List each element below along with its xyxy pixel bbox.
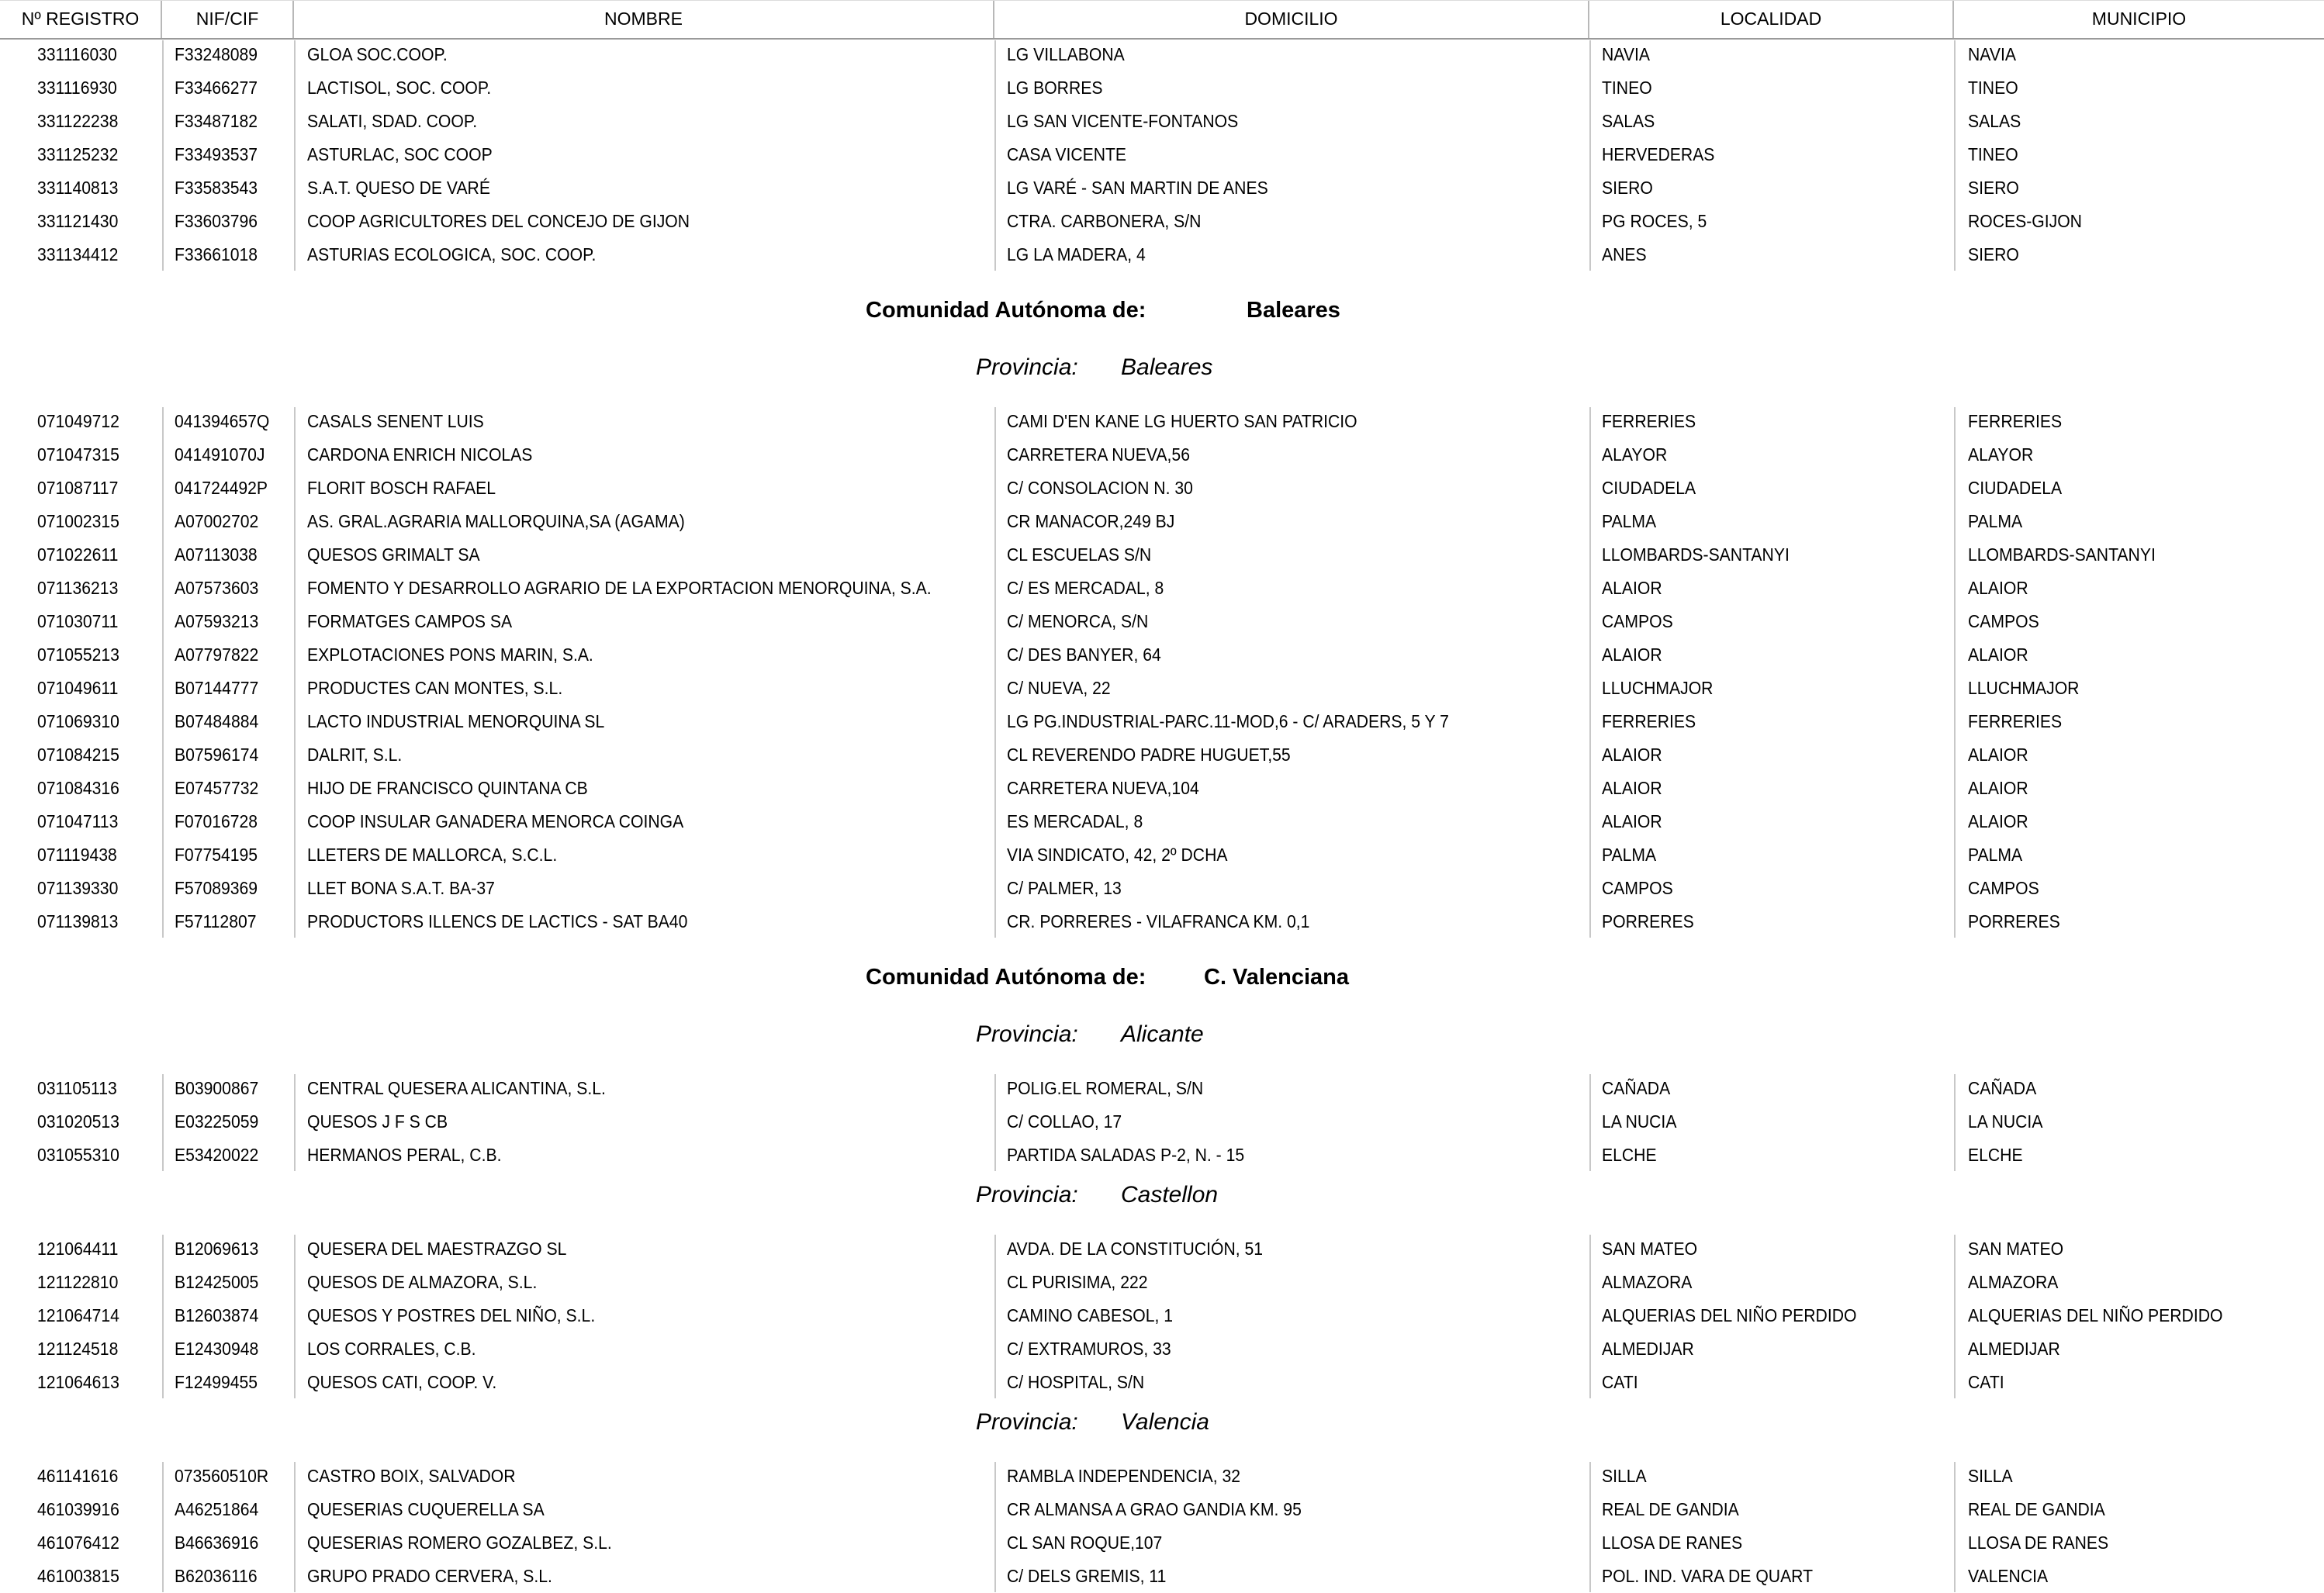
cell-localidad: CAMPOS [1602, 878, 1673, 898]
cell-domicilio: CL PURISIMA, 222 [1007, 1272, 1148, 1292]
column-separator [162, 1235, 164, 1398]
table-row [0, 1560, 2324, 1593]
cell-municipio: LLOMBARDS-SANTANYI [1968, 544, 2156, 565]
table-row [0, 105, 2324, 138]
cell-nombre: LLETERS DE MALLORCA, S.C.L. [307, 845, 558, 865]
cell-registro: 071139330 [37, 878, 119, 898]
table-row [0, 905, 2324, 938]
cell-registro: 071049611 [37, 678, 119, 698]
cell-domicilio: LG VARÉ - SAN MARTIN DE ANES [1007, 178, 1268, 198]
cell-registro: 031055310 [37, 1145, 119, 1165]
provincia-heading [0, 1018, 2324, 1052]
cell-nombre: HIJO DE FRANCISCO QUINTANA CB [307, 778, 588, 798]
cell-nombre: PRODUCTORS ILLENCS DE LACTICS - SAT BA40 [307, 911, 688, 931]
header-nombre: NOMBRE [294, 1, 994, 38]
cell-municipio: ROCES-GIJON [1968, 211, 2082, 231]
cell-nombre: SALATI, SDAD. COOP. [307, 111, 478, 131]
cell-localidad: PG ROCES, 5 [1602, 211, 1707, 231]
table-row [0, 1366, 2324, 1399]
cell-registro: 071069310 [37, 711, 119, 731]
cell-localidad: SILLA [1602, 1466, 1647, 1486]
cell-domicilio: CASA VICENTE [1007, 144, 1127, 164]
table-row [0, 738, 2324, 772]
cell-municipio: LLOSA DE RANES [1968, 1533, 2109, 1553]
cell-nif: A46251864 [175, 1499, 259, 1519]
cell-nif: B03900867 [175, 1078, 259, 1098]
cell-nombre: QUESOS Y POSTRES DEL NIÑO, S.L. [307, 1305, 596, 1325]
cell-registro: 071055213 [37, 644, 119, 665]
cell-registro: 121124518 [37, 1339, 119, 1359]
table-row [0, 805, 2324, 838]
table-row [0, 872, 2324, 905]
cell-nombre: CASALS SENENT LUIS [307, 411, 484, 431]
column-separator [294, 1074, 296, 1171]
cell-municipio: PORRERES [1968, 911, 2060, 931]
cell-registro: 071136213 [37, 578, 119, 598]
table-row [0, 38, 2324, 71]
cell-nif: F07016728 [175, 811, 258, 831]
cell-localidad: PORRERES [1602, 911, 1694, 931]
cell-registro: 071047315 [37, 444, 119, 465]
cell-municipio: TINEO [1968, 78, 2018, 98]
cell-domicilio: LG SAN VICENTE-FONTANOS [1007, 111, 1239, 131]
cell-nif: E12430948 [175, 1339, 259, 1359]
table-header [0, 0, 2324, 40]
cell-nombre: COOP AGRICULTORES DEL CONCEJO DE GIJON [307, 211, 690, 231]
cell-registro: 071049712 [37, 411, 119, 431]
cell-domicilio: ES MERCADAL, 8 [1007, 811, 1143, 831]
cell-localidad: FERRERIES [1602, 411, 1696, 431]
cell-nombre: QUESERIAS CUQUERELLA SA [307, 1499, 545, 1519]
cell-nombre: QUESERA DEL MAESTRAZGO SL [307, 1239, 567, 1259]
cell-municipio: CAMPOS [1968, 611, 2039, 631]
cell-nif: B07596174 [175, 745, 259, 765]
cell-municipio: CAÑADA [1968, 1078, 2037, 1098]
cell-domicilio: CR. PORRERES - VILAFRANCA KM. 0,1 [1007, 911, 1310, 931]
table-row [0, 1332, 2324, 1366]
cell-nif: F33466277 [175, 78, 258, 98]
provincia-heading [0, 1405, 2324, 1439]
cell-registro: 071084215 [37, 745, 119, 765]
column-separator [1589, 1462, 1591, 1592]
cell-domicilio: C/ MENORCA, S/N [1007, 611, 1149, 631]
column-separator [1589, 407, 1591, 938]
cell-domicilio: VIA SINDICATO, 42, 2º DCHA [1007, 845, 1228, 865]
cell-nif: 073560510R [175, 1466, 269, 1486]
comunidad-name: Baleares [1247, 298, 1340, 323]
header-localidad: LOCALIDAD [1589, 1, 1954, 38]
cell-localidad: ELCHE [1602, 1145, 1657, 1165]
cell-domicilio: CTRA. CARBONERA, S/N [1007, 211, 1202, 231]
cell-localidad: ALQUERIAS DEL NIÑO PERDIDO [1602, 1305, 1857, 1325]
table-row [0, 638, 2324, 672]
cell-nombre: CASTRO BOIX, SALVADOR [307, 1466, 516, 1486]
cell-localidad: PALMA [1602, 845, 1657, 865]
cell-municipio: VALENCIA [1968, 1566, 2049, 1586]
cell-municipio: LLUCHMAJOR [1968, 678, 2080, 698]
table-row [0, 1266, 2324, 1299]
cell-nombre: FLORIT BOSCH RAFAEL [307, 478, 496, 498]
table-row [0, 405, 2324, 438]
cell-municipio: ALAIOR [1968, 644, 2028, 665]
table-row [0, 171, 2324, 205]
provincia-name: Baleares [1121, 354, 1213, 380]
provincia-label: Provincia: [976, 1021, 1078, 1047]
cell-localidad: LA NUCIA [1602, 1111, 1677, 1132]
cell-nombre: AS. GRAL.AGRARIA MALLORQUINA,SA (AGAMA) [307, 511, 685, 531]
cell-nif: F33487182 [175, 111, 258, 131]
cell-domicilio: PARTIDA SALADAS P-2, N. - 15 [1007, 1145, 1245, 1165]
column-separator [294, 1462, 296, 1592]
header-domicilio: DOMICILIO [994, 1, 1589, 38]
cell-municipio: SILLA [1968, 1466, 2013, 1486]
table-row [0, 1299, 2324, 1332]
cell-domicilio: CL REVERENDO PADRE HUGUET,55 [1007, 745, 1291, 765]
cell-nombre: GRUPO PRADO CERVERA, S.L. [307, 1566, 552, 1586]
cell-localidad: ALMEDIJAR [1602, 1339, 1694, 1359]
cell-localidad: CIUDADELA [1602, 478, 1696, 498]
cell-nif: A07002702 [175, 511, 259, 531]
cell-domicilio: C/ ES MERCADAL, 8 [1007, 578, 1164, 598]
cell-nombre: QUESOS GRIMALT SA [307, 544, 480, 565]
cell-domicilio: CAMI D'EN KANE LG HUERTO SAN PATRICIO [1007, 411, 1357, 431]
cell-registro: 031020513 [37, 1111, 119, 1132]
table-row [0, 472, 2324, 505]
cell-domicilio: POLIG.EL ROMERAL, S/N [1007, 1078, 1204, 1098]
cell-registro: 121122810 [37, 1272, 119, 1292]
cell-domicilio: C/ HOSPITAL, S/N [1007, 1372, 1145, 1392]
cell-localidad: ALAIOR [1602, 644, 1662, 665]
cell-nombre: GLOA SOC.COOP. [307, 44, 448, 64]
cell-domicilio: C/ DES BANYER, 64 [1007, 644, 1161, 665]
cell-nif: F07754195 [175, 845, 258, 865]
header-registro: Nº REGISTRO [0, 1, 162, 38]
header-municipio: MUNICIPIO [2091, 9, 2187, 29]
table-row [0, 672, 2324, 705]
column-separator [1589, 1074, 1591, 1171]
cell-domicilio: C/ NUEVA, 22 [1007, 678, 1111, 698]
cell-localidad: HERVEDERAS [1602, 144, 1715, 164]
cell-nombre: LACTISOL, SOC. COOP. [307, 78, 492, 98]
cell-municipio: ALAYOR [1968, 444, 2034, 465]
cell-registro: 331116930 [37, 78, 117, 98]
cell-domicilio: CL ESCUELAS S/N [1007, 544, 1152, 565]
cell-nif: F33248089 [175, 44, 258, 64]
cell-domicilio: CAMINO CABESOL, 1 [1007, 1305, 1174, 1325]
cell-nif: 041394657Q [175, 411, 270, 431]
cell-nombre: CARDONA ENRICH NICOLAS [307, 444, 533, 465]
cell-municipio: ALAIOR [1968, 745, 2028, 765]
cell-municipio: ALAIOR [1968, 811, 2028, 831]
cell-nif: B12425005 [175, 1272, 259, 1292]
cell-nombre: ASTURIAS ECOLOGICA, SOC. COOP. [307, 244, 597, 264]
comunidad-label: Comunidad Autónoma de: [866, 298, 1146, 323]
cell-municipio: SIERO [1968, 178, 2019, 198]
cell-municipio: ALAIOR [1968, 578, 2028, 598]
cell-municipio: SALAS [1968, 111, 2021, 131]
provincia-name: Castellon [1121, 1182, 1219, 1208]
cell-nif: A07593213 [175, 611, 259, 631]
cell-nif: E53420022 [175, 1145, 259, 1165]
cell-registro: 331125232 [37, 144, 119, 164]
cell-localidad: CAÑADA [1602, 1078, 1671, 1098]
cell-domicilio: AVDA. DE LA CONSTITUCIÓN, 51 [1007, 1239, 1264, 1259]
cell-domicilio: CARRETERA NUEVA,56 [1007, 444, 1190, 465]
cell-municipio: CIUDADELA [1968, 478, 2063, 498]
cell-nombre: ASTURLAC, SOC COOP [307, 144, 493, 164]
column-separator [294, 407, 296, 938]
cell-registro: 121064714 [37, 1305, 119, 1325]
cell-registro: 461039916 [37, 1499, 119, 1519]
cell-registro: 331122238 [37, 111, 119, 131]
cell-nombre: QUESERIAS ROMERO GOZALBEZ, S.L. [307, 1533, 612, 1553]
cell-registro: 071087117 [37, 478, 119, 498]
comunidad-name: C. Valenciana [1204, 965, 1349, 990]
cell-nif: B62036116 [175, 1566, 258, 1586]
cell-municipio: SAN MATEO [1968, 1239, 2064, 1259]
cell-nif: A07113038 [175, 544, 258, 565]
cell-registro: 071022611 [37, 544, 119, 565]
cell-localidad: SALAS [1602, 111, 1655, 131]
cell-municipio: SIERO [1968, 244, 2019, 264]
table-row [0, 505, 2324, 538]
table-row [0, 138, 2324, 171]
table-row [0, 438, 2324, 472]
cell-nif: E07457732 [175, 778, 259, 798]
cell-domicilio: CR ALMANSA A GRAO GANDIA KM. 95 [1007, 1499, 1302, 1519]
cell-domicilio: CR MANACOR,249 BJ [1007, 511, 1175, 531]
cell-nombre: LACTO INDUSTRIAL MENORQUINA SL [307, 711, 605, 731]
cell-localidad: TINEO [1602, 78, 1652, 98]
provincia-name: Alicante [1121, 1021, 1204, 1047]
table-row [0, 238, 2324, 271]
cell-registro: 461076412 [37, 1533, 119, 1553]
column-separator [1954, 1462, 1956, 1592]
table-row [0, 205, 2324, 238]
comunidad-label: Comunidad Autónoma de: [866, 965, 1146, 990]
cell-nif: F33603796 [175, 211, 258, 231]
cell-municipio: FERRERIES [1968, 711, 2063, 731]
table-row [0, 1072, 2324, 1105]
cell-municipio: PALMA [1968, 511, 2023, 531]
cell-nif: 041491070J [175, 444, 265, 465]
cell-nombre: QUESOS DE ALMAZORA, S.L. [307, 1272, 538, 1292]
column-separator [1954, 1074, 1956, 1171]
table-row [0, 1460, 2324, 1493]
cell-municipio: PALMA [1968, 845, 2023, 865]
cell-localidad: SAN MATEO [1602, 1239, 1698, 1259]
cell-registro: 331140813 [37, 178, 119, 198]
column-separator [994, 1462, 996, 1592]
column-separator [994, 40, 996, 271]
cell-registro: 071084316 [37, 778, 119, 798]
cell-nif: B07144777 [175, 678, 259, 698]
table-row [0, 1139, 2324, 1172]
column-separator [294, 40, 296, 271]
cell-registro: 331116030 [37, 44, 117, 64]
table-row [0, 1232, 2324, 1266]
cell-localidad: FERRERIES [1602, 711, 1696, 731]
cell-domicilio: RAMBLA INDEPENDENCIA, 32 [1007, 1466, 1241, 1486]
column-separator [994, 1235, 996, 1398]
column-separator [1954, 1235, 1956, 1398]
cell-domicilio: C/ EXTRAMUROS, 33 [1007, 1339, 1171, 1359]
cell-nif: B12603874 [175, 1305, 259, 1325]
cell-nif: F33583543 [175, 178, 258, 198]
cell-domicilio: CL SAN ROQUE,107 [1007, 1533, 1163, 1553]
cell-municipio: CATI [1968, 1372, 2004, 1392]
cell-municipio: REAL DE GANDIA [1968, 1499, 2105, 1519]
provincia-label: Provincia: [976, 1182, 1078, 1208]
cell-localidad: REAL DE GANDIA [1602, 1499, 1739, 1519]
cell-domicilio: CARRETERA NUEVA,104 [1007, 778, 1199, 798]
cell-municipio: ALAIOR [1968, 778, 2028, 798]
cell-nombre: S.A.T. QUESO DE VARÉ [307, 178, 490, 198]
cell-nombre: LLET BONA S.A.T. BA-37 [307, 878, 495, 898]
table-row [0, 1526, 2324, 1560]
cell-nif: B07484884 [175, 711, 259, 731]
cell-nif: F12499455 [175, 1372, 258, 1392]
cell-registro: 121064411 [37, 1239, 119, 1259]
provincia-heading [0, 351, 2324, 385]
cell-nif: 041724492P [175, 478, 268, 498]
cell-municipio: ALMAZORA [1968, 1272, 2059, 1292]
cell-domicilio: C/ CONSOLACION N. 30 [1007, 478, 1193, 498]
table-row [0, 838, 2324, 872]
cell-nif: B12069613 [175, 1239, 259, 1259]
table-row [0, 1493, 2324, 1526]
provincia-label: Provincia: [976, 354, 1078, 380]
cell-registro: 071047113 [37, 811, 119, 831]
cell-nif: F57089369 [175, 878, 258, 898]
cell-nombre: PRODUCTES CAN MONTES, S.L. [307, 678, 563, 698]
cell-nombre: CENTRAL QUESERA ALICANTINA, S.L. [307, 1078, 606, 1098]
cell-localidad: ALAYOR [1602, 444, 1668, 465]
column-separator [1589, 40, 1591, 271]
cell-nif: A07797822 [175, 644, 259, 665]
cell-localidad: ANES [1602, 244, 1647, 264]
cell-nombre: DALRIT, S.L. [307, 745, 403, 765]
cell-localidad: POL. IND. VARA DE QUART [1602, 1566, 1814, 1586]
table-row [0, 1105, 2324, 1139]
cell-nombre: HERMANOS PERAL, C.B. [307, 1145, 502, 1165]
provincia-name: Valencia [1121, 1409, 1209, 1435]
cell-domicilio: LG VILLABONA [1007, 44, 1125, 64]
table-row [0, 71, 2324, 105]
table-row [0, 605, 2324, 638]
cell-localidad: CATI [1602, 1372, 1638, 1392]
cell-municipio: ALQUERIAS DEL NIÑO PERDIDO [1968, 1305, 2223, 1325]
cell-municipio: ALMEDIJAR [1968, 1339, 2060, 1359]
column-separator [1589, 1235, 1591, 1398]
cell-nombre: COOP INSULAR GANADERA MENORCA COINGA [307, 811, 684, 831]
cell-domicilio: C/ PALMER, 13 [1007, 878, 1122, 898]
cell-registro: 071030711 [37, 611, 119, 631]
cell-municipio: TINEO [1968, 144, 2018, 164]
cell-registro: 121064613 [37, 1372, 119, 1392]
table-row [0, 705, 2324, 738]
column-separator [162, 407, 164, 938]
cell-registro: 071139813 [37, 911, 119, 931]
cell-localidad: LLUCHMAJOR [1602, 678, 1714, 698]
cell-nombre: FOMENTO Y DESARROLLO AGRARIO DE LA EXPORTACION MENORQUINA, S.A. [307, 578, 932, 598]
column-separator [162, 1074, 164, 1171]
cell-nombre: FORMATGES CAMPOS SA [307, 611, 513, 631]
column-separator [1954, 40, 1956, 271]
cell-domicilio: C/ DELS GREMIS, 11 [1007, 1566, 1167, 1586]
cell-localidad: LLOMBARDS-SANTANYI [1602, 544, 1790, 565]
cell-nombre: LOS CORRALES, C.B. [307, 1339, 476, 1359]
cell-nombre: QUESOS CATI, COOP. V. [307, 1372, 497, 1392]
column-separator [162, 40, 164, 271]
cell-registro: 071002315 [37, 511, 119, 531]
cell-domicilio: LG BORRES [1007, 78, 1103, 98]
cell-nif: F57112807 [175, 911, 257, 931]
cell-nif: E03225059 [175, 1111, 259, 1132]
cell-localidad: ALAIOR [1602, 745, 1662, 765]
column-separator [162, 1462, 164, 1592]
cell-localidad: SIERO [1602, 178, 1653, 198]
cell-nombre: EXPLOTACIONES PONS MARIN, S.A. [307, 644, 593, 665]
comunidad-heading [0, 960, 2324, 994]
cell-registro: 071119438 [37, 845, 117, 865]
cell-localidad: ALAIOR [1602, 578, 1662, 598]
cell-localidad: ALAIOR [1602, 811, 1662, 831]
column-separator [1954, 407, 1956, 938]
cell-municipio: FERRERIES [1968, 411, 2063, 431]
cell-nif: A07573603 [175, 578, 259, 598]
column-separator [994, 1074, 996, 1171]
provincia-label: Provincia: [976, 1409, 1078, 1435]
cell-registro: 331121430 [37, 211, 119, 231]
cell-localidad: NAVIA [1602, 44, 1650, 64]
cell-municipio: ELCHE [1968, 1145, 2023, 1165]
header-nif: NIF/CIF [162, 1, 294, 38]
cell-registro: 031105113 [37, 1078, 117, 1098]
cell-municipio: LA NUCIA [1968, 1111, 2043, 1132]
cell-registro: 461141616 [37, 1466, 119, 1486]
cell-localidad: CAMPOS [1602, 611, 1673, 631]
table-row [0, 538, 2324, 572]
cell-nif: B46636916 [175, 1533, 259, 1553]
cell-nombre: QUESOS J F S CB [307, 1111, 448, 1132]
cell-localidad: ALMAZORA [1602, 1272, 1693, 1292]
provincia-heading [0, 1178, 2324, 1212]
cell-domicilio: LG PG.INDUSTRIAL-PARC.11-MOD,6 - C/ ARADERS, 5 Y 7 [1007, 711, 1449, 731]
table-row [0, 572, 2324, 605]
cell-registro: 461003815 [37, 1566, 119, 1586]
column-separator [294, 1235, 296, 1398]
cell-nif: F33493537 [175, 144, 258, 164]
cell-domicilio: C/ COLLAO, 17 [1007, 1111, 1122, 1132]
cell-localidad: ALAIOR [1602, 778, 1662, 798]
comunidad-heading [0, 293, 2324, 327]
cell-nif: F33661018 [175, 244, 258, 264]
cell-municipio: CAMPOS [1968, 878, 2039, 898]
cell-localidad: LLOSA DE RANES [1602, 1533, 1743, 1553]
cell-localidad: PALMA [1602, 511, 1657, 531]
cell-municipio: NAVIA [1968, 44, 2016, 64]
cell-registro: 331134412 [37, 244, 119, 264]
column-separator [994, 407, 996, 938]
cell-domicilio: LG LA MADERA, 4 [1007, 244, 1146, 264]
table-row [0, 772, 2324, 805]
